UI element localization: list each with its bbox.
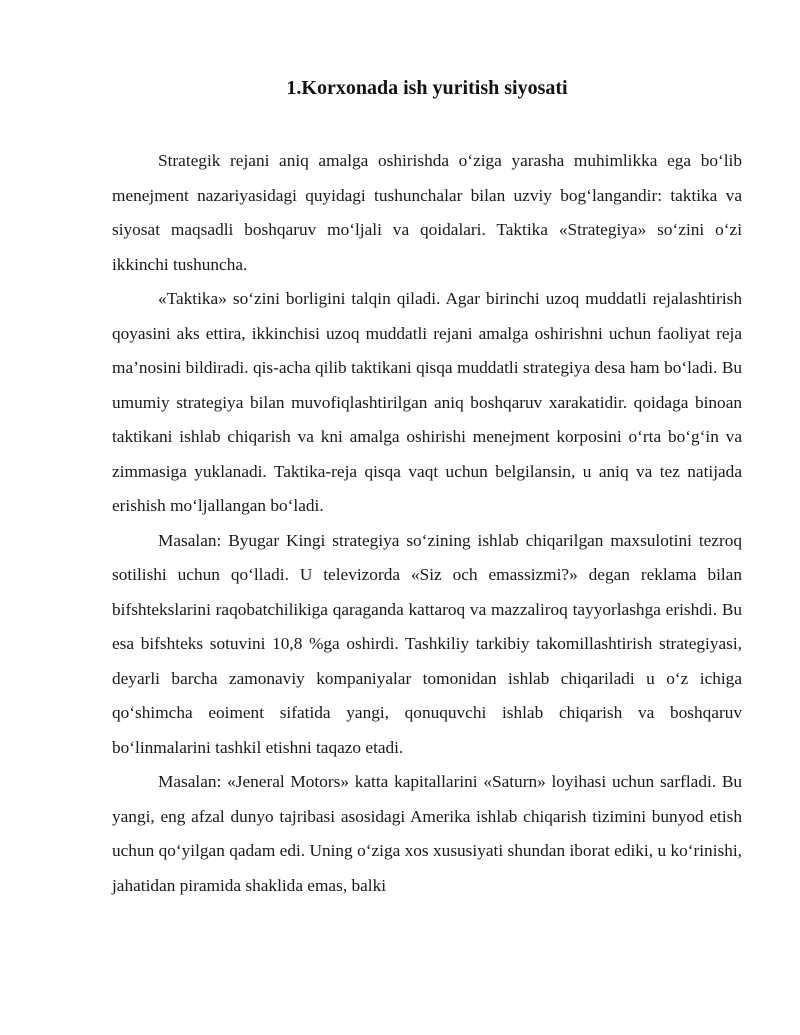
document-body [112,144,742,903]
document-title: 1.Korxonada ish yuritish siyosati [286,77,568,99]
paragraph: Masalan: «Jeneral Motors» katta kapitallarini «Saturn» loyihasi uchun sarfladi. Bu yangi, eng afzal dunyo tajribasi asosidagi Amerika ishlab chiqarish tizimini bunyod etish uchun qo‘yilgan qadam edi. Uning o‘ziga xos xususiyati shundan iborat ediki, u ko‘rinishi, jahatidan piramida shaklida emas, balki [112,772,742,895]
paragraph: «Taktika» so‘zini borligini talqin qiladi. Agar birinchi uzoq muddatli rejalashtirish qoyasini aks ettira, ikkinchisi uzoq muddatli rejani amalga oshirishni uchun faoliyat reja ma’nosini bildiradi. qis-acha qilib taktikani qisqa muddatli strategiya desa ham bo‘ladi. Bu umumiy strategiya bilan muvofiqlashtirilgan aniq boshqaruv xarakatidir. qoidaga binoan taktikani ishlab chiqarish va kni amalga oshirishi menejment korposini o‘rta bo‘g‘in va zimmasiga yuklanadi. Taktika-reja qisqa vaqt uchun belgilansin, u aniq va tez natijada erishish mo‘ljallangan bo‘ladi. [112,289,742,515]
paragraph: Strategik rejani aniq amalga oshirishda o‘ziga yarasha muhimlikka ega bo‘lib menejment nazariyasidagi quyidagi tushunchalar bilan uzviy bog‘langandir: taktika va siyosat maqsadli boshqaruv mo‘ljali va qoidalari. Taktika «Strategiya» so‘zini o‘zi ikkinchi tushuncha. [112,151,742,274]
paragraph: Masalan: Byugar Kingi strategiya so‘zining ishlab chiqarilgan maxsulotini tezroq sotilishi uchun qo‘lladi. U televizorda «Siz och emassizmi?» degan reklama bilan bifshtekslarini raqobatchilikiga qaraganda kattaroq va mazzaliroq tayyorlashga erishdi. Bu esa bifshteks sotuvini 10,8 %ga oshirdi. Tashkiliy tarkibiy takomillashtirish strategiyasi, deyarli barcha zamonaviy kompaniyalar tomonidan ishlab chiqariladi u o‘z ichiga qo‘shimcha eoiment sifatida yangi, qonuquvchi ishlab chiqarish va boshqaruv bo‘linmalarini tashkil etishni taqazo etadi. [112,530,742,757]
